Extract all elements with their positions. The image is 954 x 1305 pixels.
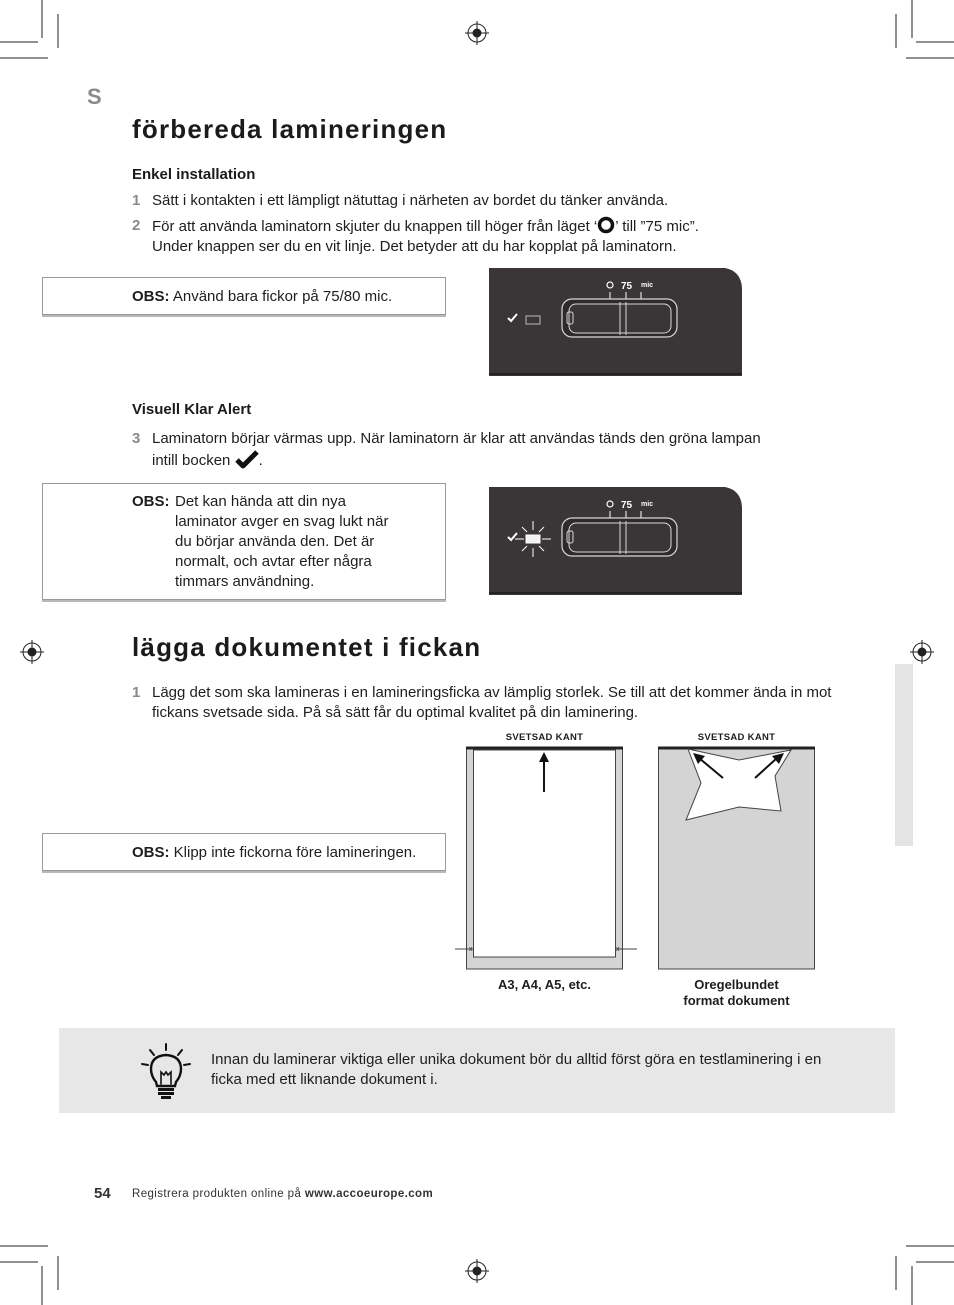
caption-line-1: Oregelbundet [694, 977, 779, 992]
step-text: Sätt i kontakten i ett lämpligt nätuttag i närheten av bordet du tänker använda. [152, 192, 669, 209]
tip-text: Innan du laminerar viktiga eller unika dokument bör du alltid först göra en testlaminering i en ficka med ett liknande dokument i. [211, 1051, 822, 1088]
subheading-simple-installation: Enkel installation [132, 166, 256, 183]
note-label: OBS: [132, 844, 170, 861]
lightbulb-icon [139, 1042, 193, 1100]
pocket-diagram-irregular [657, 745, 817, 975]
step-3 [132, 429, 832, 473]
footer-text [132, 1188, 433, 1200]
step-2 [132, 216, 832, 257]
note-box-1 [42, 277, 446, 315]
step-number: 1 [132, 684, 141, 701]
note-text: Det kan hända att din nya laminator avger en svag lukt när du börjar använda den. Det är normalt, och avtar efter några timmars användning. [175, 493, 389, 590]
note-label: OBS: [132, 288, 170, 305]
language-marker: S [87, 84, 102, 109]
section-title-pocket: lägga dokumentet i fickan [132, 632, 482, 662]
diagram-left-caption: A3, A4, A5, etc. [498, 977, 591, 992]
step-1 [132, 191, 832, 211]
step-text: Lägg det som ska lamineras i en lamineringsficka av lämplig storlek. Se till att det kommer ända in mot fickans svetsade sida. På så sätt får du optimal kvalitet på din laminering. [152, 684, 832, 721]
step-text-a: Laminatorn börjar värmas upp. När laminatorn är klar att användas tänds den gröna lampan [152, 430, 761, 447]
footer-url-link[interactable]: www.accoeurope.com [304, 1188, 434, 1200]
note-text: Klipp inte fickorna före lamineringen. [173, 844, 417, 861]
laminator-panel-ready [489, 487, 743, 595]
note-box-2 [42, 483, 446, 600]
panel-label-mic: mic [641, 501, 654, 508]
page-number: 54 [94, 1185, 111, 1202]
pocket-diagram-standard [455, 745, 645, 975]
footer-register-text: Registrera produkten online på [132, 1188, 302, 1200]
step-number: 3 [132, 430, 141, 447]
step-text-b: ’ till ”75 mic”. [615, 218, 699, 235]
panel-label-75: 75 [621, 500, 633, 511]
step-text-c: . [258, 452, 263, 469]
diagram-right-edge-label: SVETSAD KANT [697, 732, 776, 743]
subheading-visual-alert: Visuell Klar Alert [132, 401, 252, 418]
diagram-right-caption [658, 977, 815, 1009]
step-pocket-1 [132, 683, 832, 723]
section-title-prepare: förbereda lamineringen [132, 114, 448, 144]
margin-mark: x [616, 946, 620, 953]
step-text-a: För att använda laminatorn skjuter du knappen till höger från läget ‘ [152, 218, 598, 235]
step-text-b: intill bocken [152, 452, 231, 469]
note-box-3 [42, 833, 446, 871]
laminator-panel-off [489, 268, 743, 376]
panel-label-mic: mic [641, 282, 654, 289]
step-number: 2 [132, 217, 141, 234]
note-text: Använd bara fickor på 75/80 mic. [172, 288, 393, 305]
tip-box [59, 1028, 895, 1113]
caption-line-2: format dokument [683, 993, 790, 1008]
diagram-left-edge-label: SVETSAD KANT [505, 732, 584, 743]
indicator-lamp-lit [526, 535, 540, 543]
checkmark-icon [235, 449, 259, 469]
side-tab [895, 664, 913, 846]
step-number: 1 [132, 192, 141, 209]
margin-mark: x [469, 946, 473, 953]
step-text-c: Under knappen ser du en vit linje. Det betyder att du har kopplat på laminatorn. [152, 238, 677, 255]
note-label: OBS: [132, 493, 170, 510]
off-ring-icon [597, 216, 615, 234]
panel-label-75: 75 [621, 281, 633, 292]
